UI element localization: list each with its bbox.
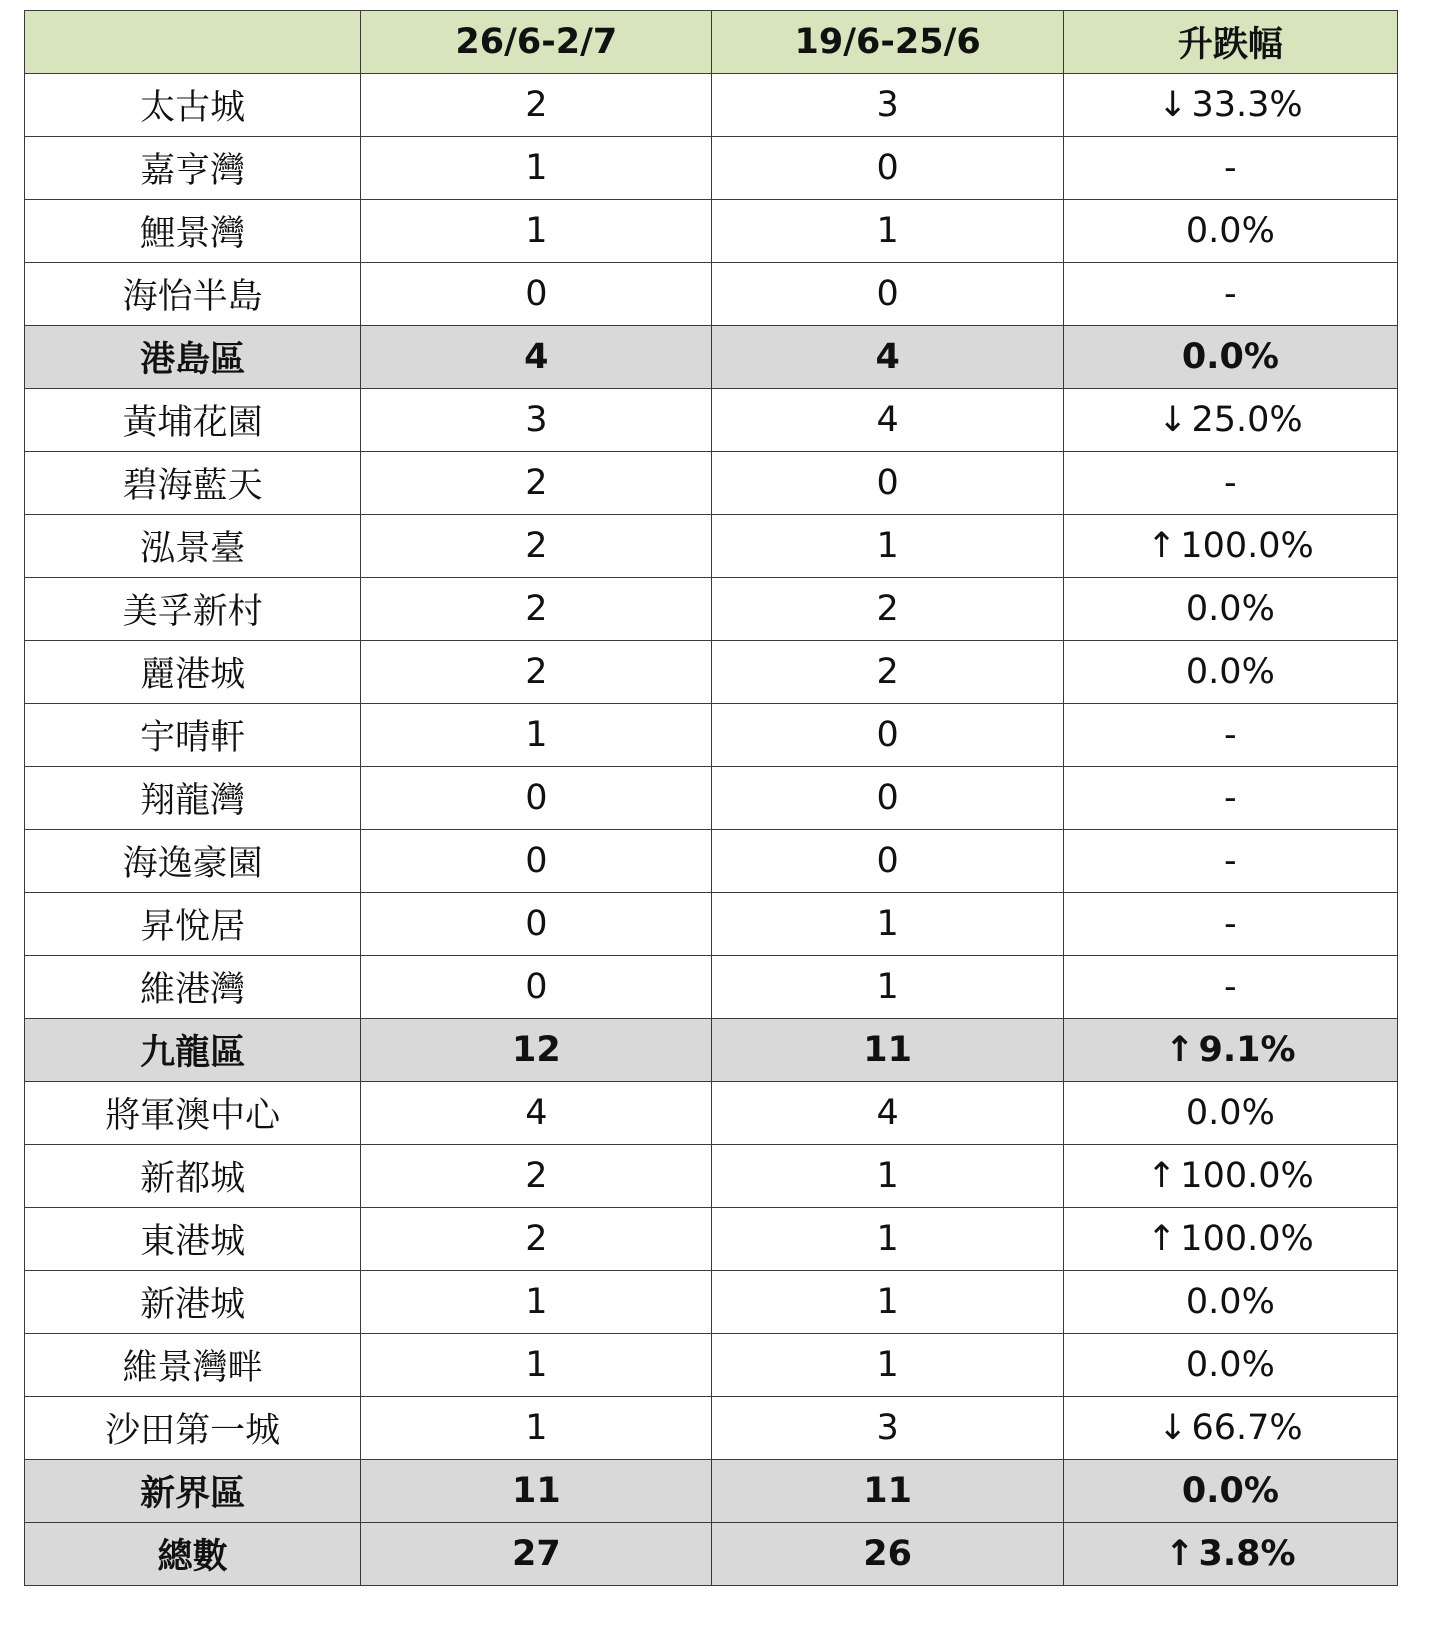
- estate-name-cell: 新界區: [25, 1460, 361, 1523]
- change-value: 33.3%: [1191, 85, 1303, 125]
- previous-week-cell: 11: [712, 1460, 1063, 1523]
- current-week-cell: 0: [361, 263, 712, 326]
- change-cell: [1063, 1145, 1397, 1208]
- estate-name-cell: 嘉亨灣: [25, 137, 361, 200]
- table-row: [25, 452, 1398, 515]
- subtotal-row: [25, 1019, 1398, 1082]
- table-row: [25, 137, 1398, 200]
- change-value: 0.0%: [1185, 589, 1275, 629]
- change-cell: [1063, 452, 1397, 515]
- table-row: [25, 1397, 1398, 1460]
- current-week-cell: 1: [361, 137, 712, 200]
- header-estate: [25, 11, 361, 74]
- current-week-cell: 11: [361, 1460, 712, 1523]
- change-cell: [1063, 830, 1397, 893]
- estate-name-cell: 翔龍灣: [25, 767, 361, 830]
- current-week-cell: 2: [361, 452, 712, 515]
- previous-week-cell: 0: [712, 263, 1063, 326]
- estate-name-cell: 沙田第一城: [25, 1397, 361, 1460]
- estate-name-cell: 新港城: [25, 1271, 361, 1334]
- arrow-up-icon: ↑: [1146, 1219, 1177, 1259]
- estate-name-cell: 東港城: [25, 1208, 361, 1271]
- current-week-cell: 2: [361, 1208, 712, 1271]
- arrow-up-icon: ↑: [1165, 1030, 1195, 1070]
- header-previous-week: 19/6-25/6: [712, 11, 1063, 74]
- change-cell: [1063, 389, 1397, 452]
- table-row: [25, 1145, 1398, 1208]
- table-row: [25, 893, 1398, 956]
- change-value: 9.1%: [1198, 1030, 1296, 1070]
- estate-name-cell: 維港灣: [25, 956, 361, 1019]
- estate-name-cell: 鯉景灣: [25, 200, 361, 263]
- current-week-cell: 1: [361, 704, 712, 767]
- table-row: [25, 1208, 1398, 1271]
- subtotal-row: [25, 326, 1398, 389]
- current-week-cell: 4: [361, 326, 712, 389]
- previous-week-cell: 1: [712, 200, 1063, 263]
- change-value: 100.0%: [1180, 1219, 1314, 1259]
- estate-name-cell: 海逸豪園: [25, 830, 361, 893]
- estate-name-cell: 海怡半島: [25, 263, 361, 326]
- change-cell: [1063, 326, 1397, 389]
- change-cell: [1063, 1334, 1397, 1397]
- estate-name-cell: 維景灣畔: [25, 1334, 361, 1397]
- change-value: 0.0%: [1185, 1282, 1275, 1322]
- table-row: [25, 1334, 1398, 1397]
- previous-week-cell: 1: [712, 1271, 1063, 1334]
- change-value: -: [1224, 967, 1237, 1007]
- change-cell: [1063, 1208, 1397, 1271]
- change-value: -: [1224, 148, 1237, 188]
- current-week-cell: 1: [361, 1334, 712, 1397]
- previous-week-cell: 1: [712, 1208, 1063, 1271]
- previous-week-cell: 4: [712, 326, 1063, 389]
- estate-name-cell: 太古城: [25, 74, 361, 137]
- table-header-row: [25, 11, 1398, 74]
- change-value: 3.8%: [1198, 1534, 1296, 1574]
- change-value: -: [1224, 904, 1237, 944]
- table-row: [25, 767, 1398, 830]
- estate-name-cell: 新都城: [25, 1145, 361, 1208]
- change-cell: [1063, 137, 1397, 200]
- previous-week-cell: 0: [712, 452, 1063, 515]
- estate-name-cell: 宇晴軒: [25, 704, 361, 767]
- estate-name-cell: 泓景臺: [25, 515, 361, 578]
- estate-name-cell: 總數: [25, 1523, 361, 1586]
- current-week-cell: 1: [361, 200, 712, 263]
- previous-week-cell: 3: [712, 1397, 1063, 1460]
- table-row: [25, 263, 1398, 326]
- change-cell: [1063, 893, 1397, 956]
- current-week-cell: 0: [361, 767, 712, 830]
- change-cell: [1063, 956, 1397, 1019]
- change-value: -: [1224, 274, 1237, 314]
- change-value: 0.0%: [1181, 1471, 1279, 1511]
- table-row: [25, 74, 1398, 137]
- current-week-cell: 27: [361, 1523, 712, 1586]
- change-cell: [1063, 1082, 1397, 1145]
- current-week-cell: 2: [361, 641, 712, 704]
- current-week-cell: 1: [361, 1397, 712, 1460]
- estate-name-cell: 昇悅居: [25, 893, 361, 956]
- current-week-cell: 0: [361, 830, 712, 893]
- arrow-down-icon: ↓: [1158, 1408, 1188, 1448]
- estate-name-cell: 九龍區: [25, 1019, 361, 1082]
- previous-week-cell: 2: [712, 641, 1063, 704]
- subtotal-row: [25, 1460, 1398, 1523]
- change-value: -: [1224, 463, 1237, 503]
- table-row: [25, 956, 1398, 1019]
- previous-week-cell: 1: [712, 1145, 1063, 1208]
- current-week-cell: 2: [361, 578, 712, 641]
- current-week-cell: 12: [361, 1019, 712, 1082]
- change-value: 25.0%: [1191, 400, 1303, 440]
- current-week-cell: 1: [361, 1271, 712, 1334]
- arrow-down-icon: ↓: [1158, 85, 1188, 125]
- previous-week-cell: 3: [712, 74, 1063, 137]
- previous-week-cell: 11: [712, 1019, 1063, 1082]
- change-cell: [1063, 767, 1397, 830]
- previous-week-cell: 2: [712, 578, 1063, 641]
- previous-week-cell: 4: [712, 389, 1063, 452]
- previous-week-cell: 0: [712, 767, 1063, 830]
- change-value: -: [1224, 778, 1237, 818]
- subtotal-row: [25, 1523, 1398, 1586]
- current-week-cell: 2: [361, 1145, 712, 1208]
- previous-week-cell: 1: [712, 956, 1063, 1019]
- previous-week-cell: 1: [712, 515, 1063, 578]
- current-week-cell: 0: [361, 893, 712, 956]
- change-cell: [1063, 578, 1397, 641]
- change-value: -: [1224, 715, 1237, 755]
- change-cell: [1063, 1523, 1397, 1586]
- change-cell: [1063, 704, 1397, 767]
- table-row: [25, 200, 1398, 263]
- current-week-cell: 2: [361, 74, 712, 137]
- estate-name-cell: 將軍澳中心: [25, 1082, 361, 1145]
- change-cell: [1063, 515, 1397, 578]
- table-row: [25, 1271, 1398, 1334]
- change-cell: [1063, 263, 1397, 326]
- estate-name-cell: 黃埔花園: [25, 389, 361, 452]
- table-row: [25, 578, 1398, 641]
- arrow-down-icon: ↓: [1158, 400, 1188, 440]
- previous-week-cell: 1: [712, 893, 1063, 956]
- change-value: 0.0%: [1185, 1345, 1275, 1385]
- table-row: [25, 641, 1398, 704]
- current-week-cell: 3: [361, 389, 712, 452]
- change-value: 66.7%: [1191, 1408, 1303, 1448]
- previous-week-cell: 0: [712, 704, 1063, 767]
- table-body: [25, 74, 1398, 1586]
- change-value: 100.0%: [1180, 526, 1314, 566]
- estate-name-cell: 碧海藍天: [25, 452, 361, 515]
- previous-week-cell: 4: [712, 1082, 1063, 1145]
- change-cell: [1063, 1019, 1397, 1082]
- change-value: -: [1224, 841, 1237, 881]
- change-cell: [1063, 641, 1397, 704]
- change-value: 100.0%: [1180, 1156, 1314, 1196]
- change-cell: [1063, 74, 1397, 137]
- table-row: [25, 1082, 1398, 1145]
- estate-name-cell: 美孚新村: [25, 578, 361, 641]
- previous-week-cell: 0: [712, 137, 1063, 200]
- change-value: 0.0%: [1185, 211, 1275, 251]
- arrow-up-icon: ↑: [1146, 1156, 1177, 1196]
- table-row: [25, 389, 1398, 452]
- previous-week-cell: 1: [712, 1334, 1063, 1397]
- current-week-cell: 2: [361, 515, 712, 578]
- change-value: 0.0%: [1185, 1093, 1275, 1133]
- table-row: [25, 830, 1398, 893]
- current-week-cell: 4: [361, 1082, 712, 1145]
- change-cell: [1063, 200, 1397, 263]
- transactions-table: [24, 10, 1398, 1586]
- change-cell: [1063, 1271, 1397, 1334]
- change-value: 0.0%: [1181, 337, 1279, 377]
- arrow-up-icon: ↑: [1165, 1534, 1195, 1574]
- header-current-week: 26/6-2/7: [361, 11, 712, 74]
- change-cell: [1063, 1460, 1397, 1523]
- estate-name-cell: 港島區: [25, 326, 361, 389]
- change-cell: [1063, 1397, 1397, 1460]
- table-row: [25, 704, 1398, 767]
- estate-name-cell: 麗港城: [25, 641, 361, 704]
- current-week-cell: 0: [361, 956, 712, 1019]
- change-value: 0.0%: [1185, 652, 1275, 692]
- previous-week-cell: 26: [712, 1523, 1063, 1586]
- previous-week-cell: 0: [712, 830, 1063, 893]
- header-change: 升跌幅: [1063, 11, 1397, 74]
- arrow-up-icon: ↑: [1146, 526, 1177, 566]
- table-row: [25, 515, 1398, 578]
